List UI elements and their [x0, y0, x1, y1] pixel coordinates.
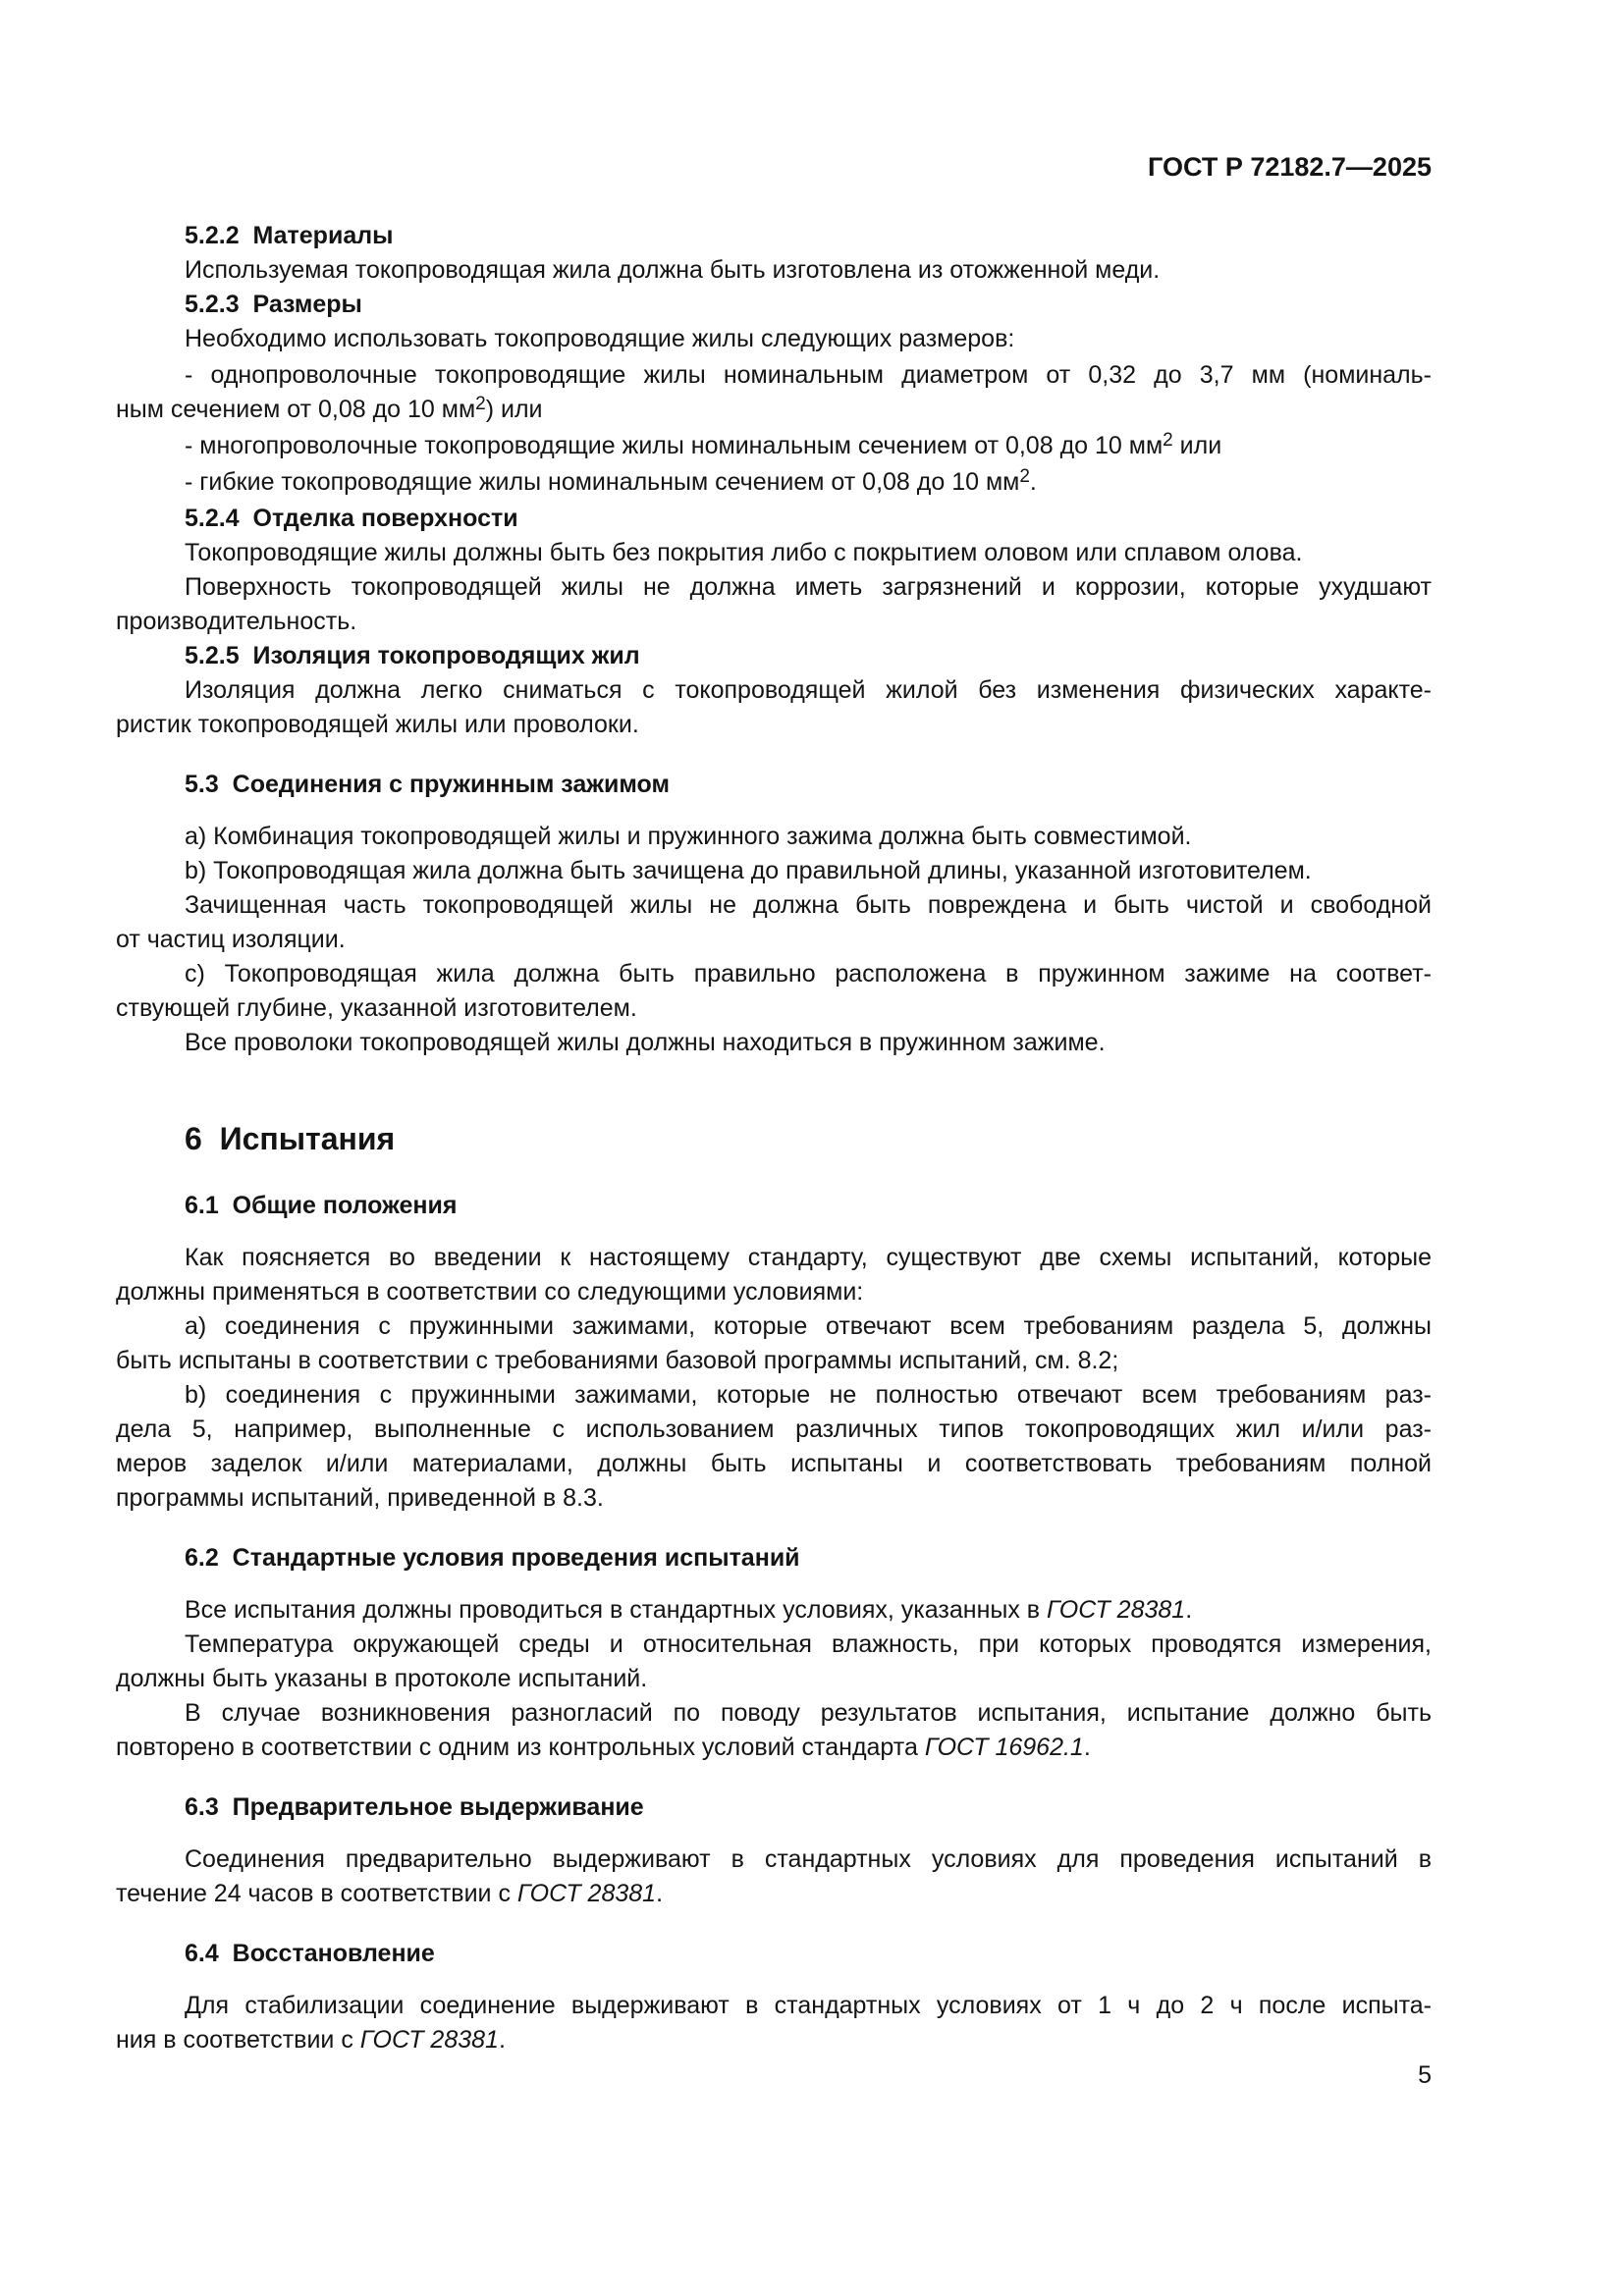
standard-reference: ГОСТ 28381 [1047, 1596, 1186, 1624]
paragraph [116, 1842, 1432, 1911]
paragraph [116, 358, 1432, 427]
paragraph-line: программы испытаний, приведенной в 8.3. [116, 1484, 604, 1512]
chapter-heading: 6 Испытания [185, 1121, 396, 1156]
paragraph [116, 673, 1432, 742]
standard-reference: ГОСТ 16962.1 [924, 1734, 1084, 1761]
paragraph [116, 1696, 1432, 1765]
subsection-heading: 5.2.4 Отделка поверхности [185, 505, 518, 532]
paragraph-line: от частиц изоляции. [116, 926, 346, 953]
paragraph-line: b) соединения с пружинными зажимами, которые не полностью отвечают всем требованиям раз- [185, 1381, 1432, 1409]
paragraph-line: ния в соответствии с ГОСТ 28381. [116, 2026, 506, 2054]
paragraph-line: Поверхность токопроводящей жилы не должна иметь загрязнений и коррозии, которые ухудшают [185, 573, 1432, 601]
paragraph [116, 253, 1432, 288]
paragraph [116, 1628, 1432, 1696]
paragraph-line: b) Токопроводящая жила должна быть зачищена до правильной длины, указанной изготовителем. [185, 857, 1312, 884]
paragraph [116, 322, 1432, 356]
paragraph [116, 957, 1432, 1026]
section-heading: 6.3 Предварительное выдерживание [185, 1793, 644, 1821]
subsection-heading: 5.2.3 Размеры [185, 291, 362, 318]
paragraph-line: - однопроволочные токопроводящие жилы номинальным диаметром от 0,32 до 3,7 мм (номиналь- [185, 361, 1432, 389]
paragraph-line: Для стабилизации соединение выдерживают в стандартных условиях от 1 ч до 2 ч после испыта- [185, 1992, 1432, 2019]
paragraph-line: меров заделок и/или материалами, должны быть испытаны и соответствовать требованиям полной [116, 1450, 1432, 1477]
paragraph [116, 536, 1432, 570]
paragraph-line: - многопроволочные токопроводящие жилы номинальным сечением от 0,08 до 10 $мм^2$ или [185, 430, 1222, 459]
paragraph-line: ным сечением от 0,08 до 10 $мм^2$) или [116, 394, 543, 423]
paragraph-line: - гибкие токопроводящие жилы номинальным сечением от 0,08 до 10 $мм^2$. [185, 466, 1037, 496]
paragraph [116, 1378, 1432, 1516]
paragraph [116, 1241, 1432, 1309]
paragraph-line: Температура окружающей среды и относительная влажность, при которых проводятся измерения, [185, 1630, 1432, 1658]
page-number: 5 [1418, 2061, 1432, 2089]
section-heading: 5.3 Соединения с пружинным зажимом [185, 771, 670, 798]
section-heading: 6.4 Восстановление [185, 1940, 435, 1967]
paragraph-line: Токопроводящие жилы должны быть без покрытия либо с покрытием оловом или сплавом олова. [185, 539, 1303, 566]
standard-reference: ГОСТ 28381 [359, 2026, 499, 2054]
superscript: 2 [475, 394, 486, 414]
paragraph-line: течение 24 часов в соответствии с ГОСТ 28381. [116, 1880, 664, 1907]
standard-reference: ГОСТ 28381 [516, 1880, 657, 1907]
paragraph-line: Как поясняется во введении к настоящему стандарту, существуют две схемы испытаний, которые [185, 1244, 1432, 1271]
subsection-heading: 5.2.5 Изоляция токопроводящих жил [185, 642, 640, 669]
paragraph-line: должны применяться в соответствии со следующими условиями: [116, 1278, 864, 1306]
paragraph-line: Соединения предварительно выдерживают в стандартных условиях для проведения испытаний в [185, 1845, 1432, 1873]
section-heading: 6.2 Стандартные условия проведения испытаний [185, 1544, 800, 1572]
paragraph-line: Используемая токопроводящая жила должна быть изготовлена из отожженной меди. [185, 256, 1161, 284]
paragraph-line: a) Комбинация токопроводящей жилы и пружинного зажима должна быть совместимой. [185, 823, 1192, 850]
paragraph-line: дела 5, например, выполненные с использованием различных типов токопроводящих жил и/или раз- [116, 1415, 1432, 1443]
paragraph [116, 465, 1432, 500]
paragraph-line: повторено в соответствии с одним из контрольных условий стандарта ГОСТ 16962.1. [116, 1734, 1091, 1761]
paragraph-line: ристик токопроводящей жилы или проволоки. [116, 711, 639, 738]
paragraph [116, 1026, 1432, 1060]
paragraph [116, 570, 1432, 639]
paragraph-line: производительность. [116, 608, 357, 635]
paragraph-line: c) Токопроводящая жила должна быть правильно расположена в пружинном зажиме на соответ- [185, 960, 1432, 988]
superscript: 2 [1163, 430, 1173, 451]
paragraph [116, 820, 1432, 854]
paragraph [116, 854, 1432, 888]
subsection-heading: 5.2.2 Материалы [185, 222, 394, 249]
paragraph-line: должны быть указаны в протоколе испытаний. [116, 1665, 648, 1692]
paragraph-line: Необходимо использовать токопроводящие жилы следующих размеров: [185, 325, 1015, 352]
document-body [116, 219, 1432, 2057]
paragraph-line: Все испытания должны проводиться в стандартных условиях, указанных в ГОСТ 28381. [185, 1596, 1193, 1624]
standard-designation-header: ГОСТ Р 72182.7—2025 [1148, 152, 1432, 182]
paragraph [116, 429, 1432, 463]
paragraph-line: Все проволоки токопроводящей жилы должны находиться в пружинном зажиме. [185, 1029, 1106, 1056]
paragraph-line: В случае возникновения разногласий по поводу результатов испытания, испытание должно быть [185, 1699, 1432, 1727]
paragraph-line: ствующей глубине, указанной изготовителем. [116, 994, 637, 1022]
paragraph-line: Зачищенная часть токопроводящей жилы не должна быть повреждена и быть чистой и свободной [185, 891, 1432, 919]
paragraph [116, 1593, 1432, 1628]
paragraph-line: быть испытаны в соответствии с требованиями базовой программы испытаний, см. 8.2; [116, 1347, 1119, 1374]
text-block [116, 150, 1432, 2057]
paragraph-line: Изоляция должна легко сниматься с токопроводящей жилой без изменения физических характе- [185, 676, 1432, 704]
paragraph [116, 1309, 1432, 1378]
superscript: 2 [1019, 466, 1030, 487]
paragraph [116, 1989, 1432, 2057]
paragraph-line: a) соединения с пружинными зажимами, которые отвечают всем требованиям раздела 5, должны [185, 1312, 1432, 1340]
section-heading: 6.1 Общие положения [185, 1192, 458, 1219]
paragraph [116, 888, 1432, 957]
